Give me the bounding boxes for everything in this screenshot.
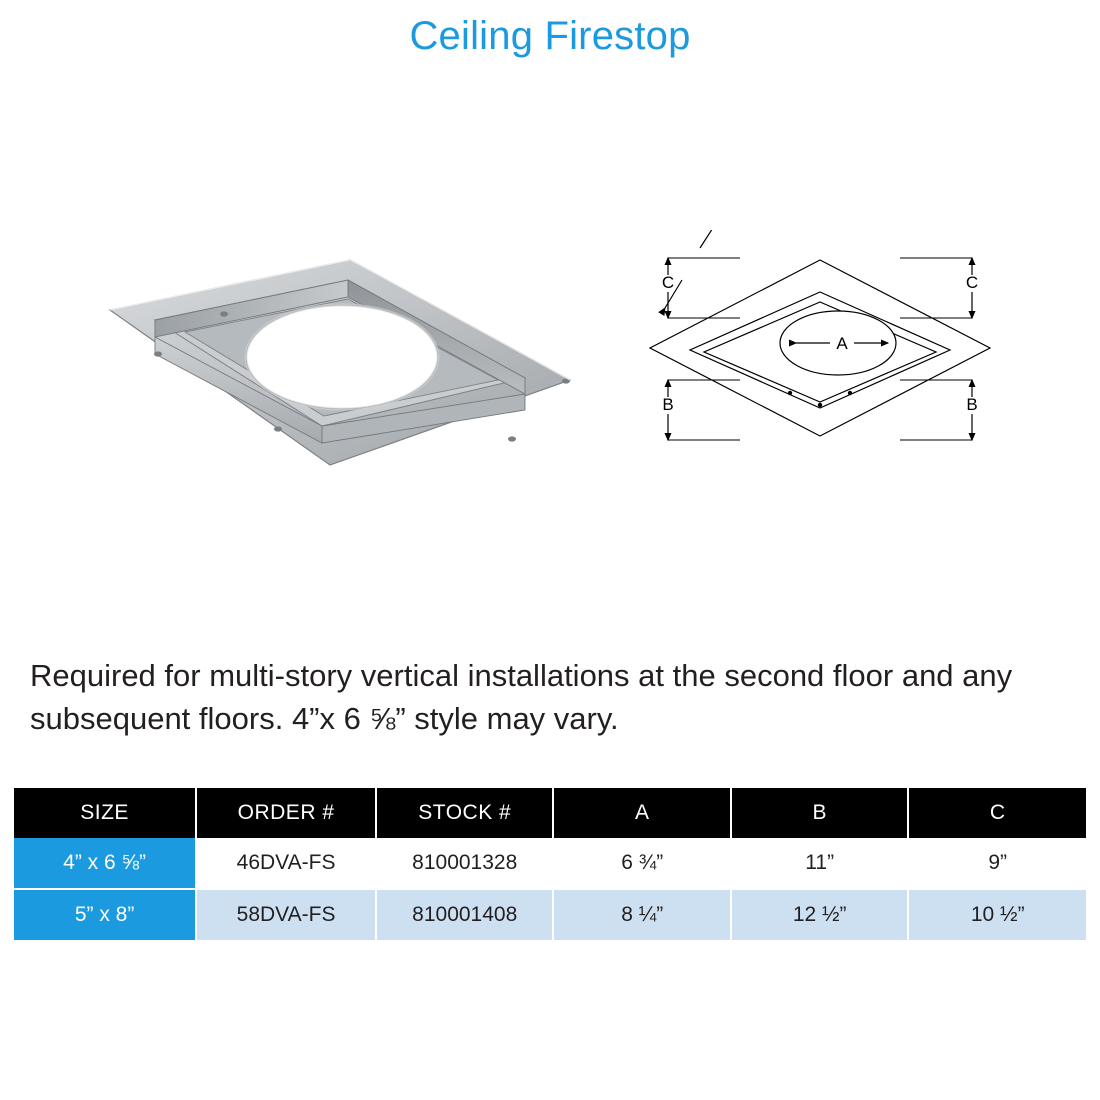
dimension-label-b-right: B (966, 395, 978, 414)
cell-c: 10 ½” (908, 889, 1086, 941)
cell-stock: 810001408 (376, 889, 553, 941)
cell-a: 8 ¼” (553, 889, 730, 941)
firestop-photo-svg (100, 250, 580, 510)
cell-stock: 810001328 (376, 838, 553, 889)
product-photo (100, 250, 580, 510)
table-row (14, 889, 1086, 941)
spec-table (14, 788, 1086, 942)
cell-size: 4” x 6 ⅝” (14, 838, 196, 889)
cell-c: 9” (908, 838, 1086, 889)
column-header-size: SIZE (14, 788, 196, 838)
column-header-b: B (731, 788, 908, 838)
column-header-stock: STOCK # (376, 788, 553, 838)
figures-section (0, 210, 1100, 610)
cell-b: 12 ½” (731, 889, 908, 941)
table-header (14, 788, 1086, 838)
column-header-c: C (908, 788, 1086, 838)
table-body (14, 838, 1086, 941)
dimension-label-b-left: B (662, 395, 674, 414)
table-row (14, 838, 1086, 889)
dimension-diagram (620, 230, 1020, 530)
cell-order: 58DVA-FS (196, 889, 376, 941)
page-title: Ceiling Firestop (409, 14, 691, 58)
cell-a: 6 ¾” (553, 838, 730, 889)
header-row (14, 788, 1086, 838)
dimension-label-c-right: C (965, 273, 979, 292)
column-header-a: A (553, 788, 730, 838)
dimension-diagram-svg (620, 230, 1020, 530)
column-header-order: ORDER # (196, 788, 376, 838)
cell-size: 5” x 8” (14, 889, 196, 941)
description-text: Required for multi-story vertical installations at the second floor and any subsequent floors. 4”x 6 ⅝” style may vary. (30, 658, 1013, 736)
cell-b: 11” (731, 838, 908, 889)
dimension-label-c-left: C (661, 273, 675, 292)
cell-order: 46DVA-FS (196, 838, 376, 889)
dimension-label-a: A (836, 334, 848, 353)
